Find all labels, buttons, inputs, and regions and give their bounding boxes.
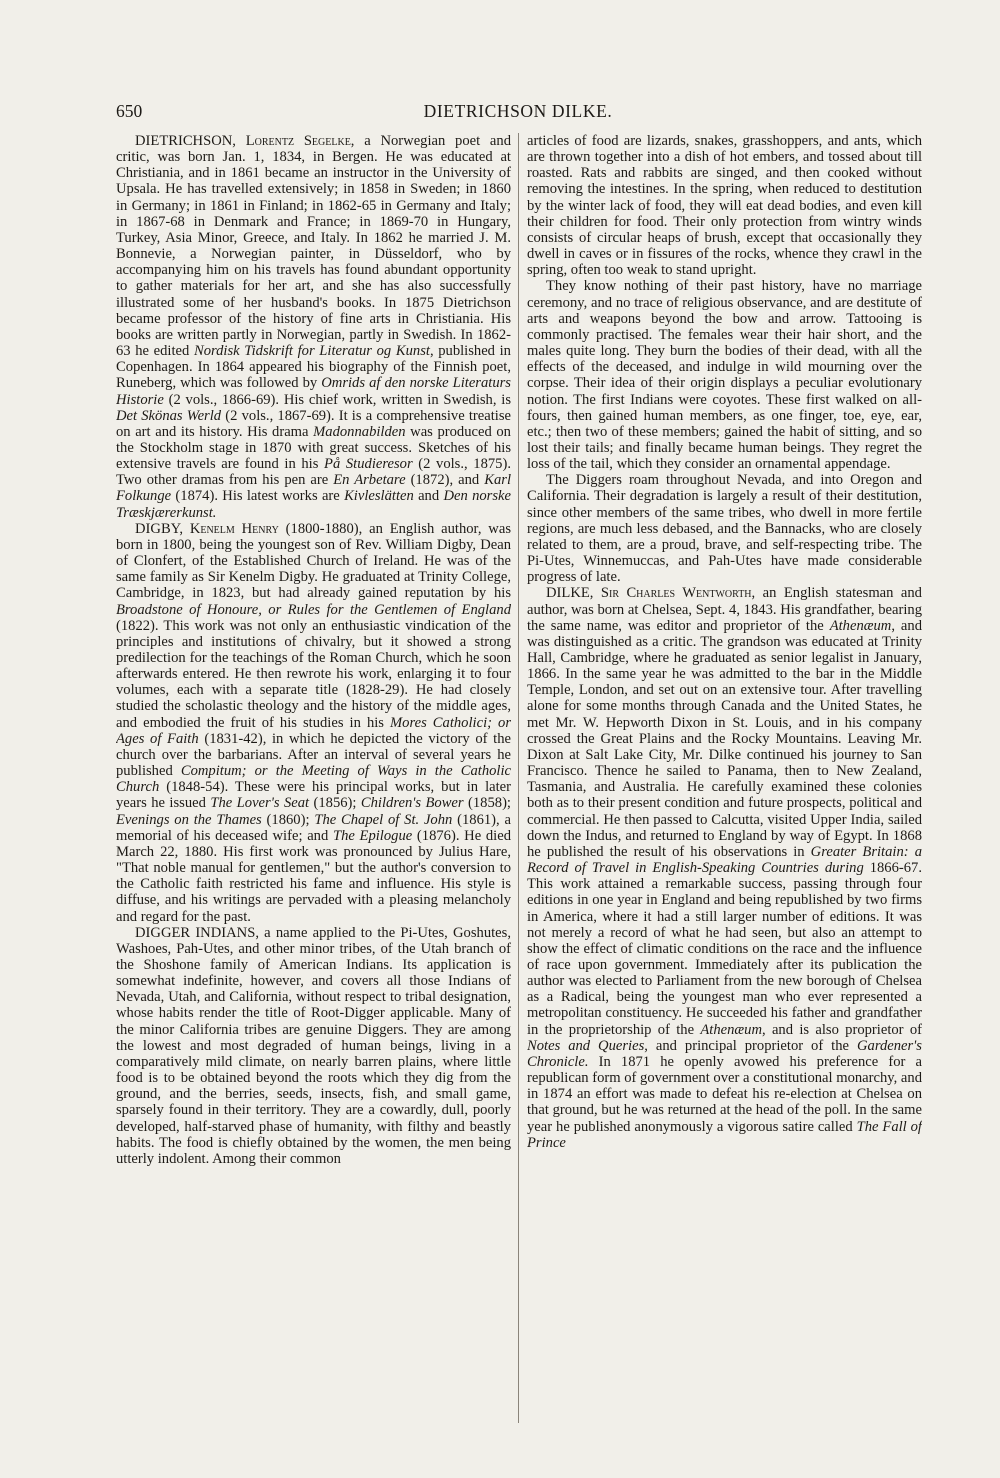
work-title: Omrids af den norske Literaturs Historie bbox=[116, 375, 511, 408]
work-title: The Lover's Seat bbox=[210, 795, 310, 812]
entry-text: (1874). His latest works are bbox=[171, 488, 345, 505]
entry-full-name: Kenelm Henry bbox=[182, 520, 279, 537]
column-divider bbox=[518, 133, 519, 1423]
work-title: Gardener's Chronicle. bbox=[527, 1037, 922, 1070]
entry-headword: DIETRICHSON, bbox=[135, 133, 236, 149]
entry-text: The Diggers roam throughout Nevada, and into Oregon and California. Their degradation is largely a result of their destitution, since other members of the same tribes, who dwell in more fertile regions, are much less debased, and the Bannacks, who are closely related to them, are a proud, brave, and self-respecting tribe. The Pi-Utes, Winnemuccas, and Pah-Utes have made considerable progress of late. bbox=[527, 472, 922, 586]
left-text-column bbox=[116, 133, 511, 1423]
work-title: Nordisk Tidskrift for Literatur og Kunst bbox=[193, 343, 430, 360]
entry-text: and bbox=[413, 488, 444, 505]
entry-paragraph bbox=[527, 133, 922, 278]
entry-text: They know nothing of their past history, have no marriage ceremony, and no trace of religious observance, and are destitute of arts and weapons beyond the bow and arrow. Tattooing is commonly practised. The females wear their hair short, and the males quite long. They burn the bodies of their dead, with all the effects of the deceased, and indulge in wild mourning over the corpse. Their idea of their origin displays a peculiar evolutionary notion. The first Indians were coyotes. These first walked on all-fours, then gained human members, as one finger, toe, eye, ear, etc.; then two of these members; gained the habit of sitting, and so lost their tails; and finally became human beings. They regret the loss of the tail, which they consider an ornamental appendage. bbox=[527, 278, 922, 473]
work-title: Den norske Træskjærerkunst. bbox=[116, 488, 511, 521]
work-title: Evenings on the Thames bbox=[116, 811, 262, 828]
work-title: Mores Catholici; or Ages of Faith bbox=[116, 714, 511, 747]
entry-text: was produced on the Stockholm stage in 1870 with great success. Sketches of his extensive travels are found in his bbox=[116, 423, 511, 473]
entry-text: a Norwegian poet and critic, was born Jan. 1, 1834, in Bergen. He was educated at Christiania, and in 1861 became an instructor in the University of Upsala. He has travelled extensively; in 1858 in Sweden; in 1860 in Germany; in 1861 in Finland; in 1862-65 in Germany and Italy; in 1867-68 in Denmark and France; in 1869-70 in Hungary, Turkey, Asia Minor, Greece, and Italy. In 1862 he married J. M. Bonnevie, a Norwegian painter, in Düsseldorf, who by accompanying him on his travels has found abundant opportunity to gather materials for her art, and she has also successfully illustrated some of her husband's books. In 1875 Dietrichson became professor of the history of fine arts in Christiania. His books are written partly in Norwegian, partly in Swedish. In 1862-63 he edited bbox=[116, 133, 511, 360]
entry-headword: DILKE, bbox=[546, 585, 594, 602]
entry-text: (1860); bbox=[261, 811, 315, 828]
entry-text: , and was distinguished as a critic. The grandson was educated at Trinity Hall, Cambridge, where he graduated as senior legalist in January, 1866. In the same year he was admitted to the bar in the Middle Temple, London, and set out on an extensive tour. After travelling alone for some months through Canada and the United States, he met Mr. W. Hepworth Dixon in St. Louis, and in his company crossed the Great Plains and the Rocky Mountains. Leaving Mr. Dixon at Salt Lake City, Mr. Dilke continued his journey to San Francisco. Thence he sailed to Panama, then to New Zealand, Tasmania, and Australia. He carefully examined these colonies both as to their present condition and future prospects, political and commercial. He then passed to Calcutta, visited Upper India, sailed down the Indus, and returned to England by way of Egypt. In 1868 he published the result of his observations in bbox=[527, 617, 922, 860]
work-title: Madonnabilden bbox=[313, 423, 406, 440]
entry-text: (1858); bbox=[463, 795, 511, 812]
encyclopedia-entry bbox=[116, 133, 511, 521]
work-title: På Studieresor bbox=[324, 456, 413, 473]
work-title: Karl Folkunge bbox=[116, 472, 511, 505]
entry-text: In 1871 he openly avowed his preference for a republican form of government over a constitutional monarchy, and in 1874 an effort was made to defeat his re-election at Chelsea on that ground, but he was returned at the head of the poll. In the same year he published anonymously a vigorous satire called bbox=[527, 1053, 922, 1135]
work-title: Broadstone of Honoure, or Rules for the Gentlemen of England bbox=[116, 601, 511, 618]
entry-text: (1831-42), in which he depicted the victory of the church over the barbarians. After an interval of several years he published bbox=[116, 730, 511, 780]
work-title: The Chapel of St. John bbox=[314, 811, 453, 828]
work-title: Notes and Queries bbox=[527, 1037, 645, 1054]
entry-text: , and is also proprietor of bbox=[762, 1021, 922, 1038]
work-title: Det Skönas Werld bbox=[116, 407, 222, 424]
entry-text: , and principal proprietor of the bbox=[644, 1037, 857, 1054]
entry-text: (1872), and bbox=[405, 472, 485, 489]
entry-paragraph bbox=[527, 472, 922, 585]
work-title: Athenæum bbox=[829, 617, 892, 634]
work-title: Athenæum bbox=[700, 1021, 762, 1038]
entry-text: (1856); bbox=[309, 795, 361, 812]
encyclopedia-entry bbox=[527, 585, 922, 1150]
work-title: The Epilogue bbox=[332, 827, 413, 844]
entry-headword: DIGGER INDIANS, bbox=[135, 924, 259, 941]
entry-text: (1861), a memorial of his deceased wife; and bbox=[116, 811, 511, 844]
entry-text: an English statesman and author, was born at Chelsea, Sept. 4, 1843. His grandfather, bearing the same name, was editor and proprietor of the bbox=[527, 585, 922, 634]
entry-text: 1866-67. This work attained a remarkable success, passing through four editions in one year in England and being republished by two firms in America, where it had a still larger number of editions. It was not merely a record of what he had seen, but also an attempt to show the effect of climatic conditions on the race and the influence of race upon government. Immediately after its publication the author was elected to Parliament from the new borough of Chelsea as a Radical, being the youngest man who ever represented a metropolitan constituency. He succeeded his father and grandfather in the proprietorship of the bbox=[527, 860, 922, 1038]
entry-text: (2 vols., 1875). Two other dramas from his pen are bbox=[116, 456, 511, 489]
entry-text: (1822). This work was not only an enthusiastic vindication of the principles and institutions of chivalry, but it showed a strong predilection for the teachings of the Roman Church, which he soon afterwards entered. He then rewrote his work, enlarging it to four volumes, each with a separate title (1828-29). He had closely studied the scholastic theology and the history of the middle ages, and embodied the fruit of his studies in his bbox=[116, 617, 511, 731]
page-header-title: DIETRICHSON DILKE. bbox=[423, 101, 613, 121]
encyclopedia-entry bbox=[116, 521, 511, 925]
entry-text: (1876). He died March 22, 1880. His first work was pronounced by Julius Hare, "That noble manual for gentlemen," but the author's conversion to the Catholic faith restricted his fame and influence. His style is diffuse, and his writings are pervaded with a pleasing melancholy and regard for the past. bbox=[116, 827, 511, 925]
entry-text: (2 vols., 1866-69). His chief work, written in Swedish, is bbox=[163, 391, 511, 408]
entry-text: (2 vols., 1867-69). It is a comprehensive treatise on art and its history. His drama bbox=[116, 407, 511, 440]
entry-text: articles of food are lizards, snakes, grasshoppers, and ants, which are thrown together into a dish of hot embers, and tossed about till roasted. Rats and rabbits are singed, and then cooked without removing the intestines. In the spring, when reduced to destitution by the winter lack of food, they will eat dead bodies, and even kill their children for food. Their only protection from wintry winds consists of circular heaps of brush, except that occasionally they dwell in caves or in fissures of the rocks, whence they crawl in the spring, often too weak to stand upright. bbox=[527, 133, 922, 279]
work-title: Greater Britain: a Record of Travel in English-Speaking Countries during bbox=[527, 843, 922, 877]
work-title: The Fall of Prince bbox=[527, 1118, 922, 1151]
entry-text: a name applied to the Pi-Utes, Goshutes, Washoes, Pah-Utes, and other minor tribes, of the Utah branch of the Shoshone family of American Indians. Its application is somewhat indefinite, however, and covers all those Indians of Nevada, Utah, and California, without respect to tribal designation, whose habits render the title of Root-Digger applicable. Many of the minor California tribes are genuine Diggers. They are among the lowest and most degraded of human beings, living in a comparatively mild climate, on nearly barren plains, where little food is to be obtained beyond the roots which they dig from the ground, and the berries, seeds, insects, fish, and small game, sparsely found in their territory. They are a cowardly, dull, poorly developed, half-starved phase of humanity, with filthy and beastly habits. The food is chiefly obtained by the women, the men being utterly indolent. Among their common bbox=[116, 924, 511, 1167]
entry-text: (1800-1880), an English author, was born in 1800, being the youngest son of Rev. William Digby, Dean of Clonfert, of the Established Church of Ireland. He was of the same family as Sir Kenelm Digby. He graduated at Trinity College, Cambridge, in 1823, but had already gained reputation by his bbox=[116, 520, 511, 602]
work-title: Kivleslätten bbox=[344, 488, 414, 505]
work-title: Compitum; or the Meeting of Ways in the Catholic Church bbox=[116, 763, 511, 796]
right-text-column bbox=[527, 133, 922, 1423]
entry-paragraph bbox=[527, 278, 922, 472]
encyclopedia-entry bbox=[116, 925, 511, 1167]
running-head bbox=[116, 99, 920, 123]
entry-text: (1848-54). These were his principal works, but in later years he issued bbox=[116, 779, 511, 812]
entry-full-name: Lorentz Segelke, bbox=[235, 133, 355, 149]
work-title: En Arbetare bbox=[333, 472, 406, 489]
entry-full-name: Sir Charles Wentworth, bbox=[593, 585, 756, 602]
entry-text: , published in Copenhagen. In 1864 appeared his biography of the Finnish poet, Runeberg, which was followed by bbox=[116, 343, 511, 392]
page-number: 650 bbox=[116, 101, 143, 121]
work-title: Children's Bower bbox=[360, 795, 464, 812]
entry-headword: DIGBY, bbox=[135, 520, 183, 537]
